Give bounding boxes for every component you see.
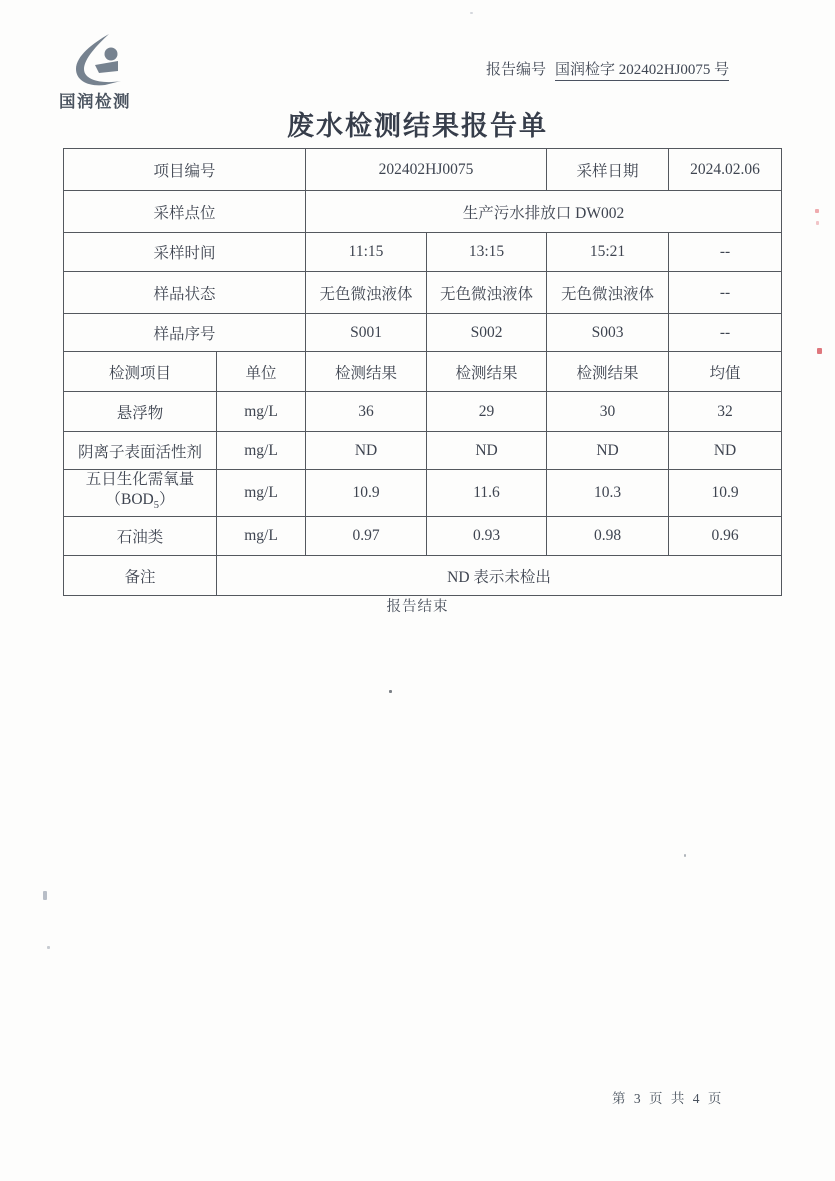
scan-speck: [43, 891, 47, 900]
row-remark: [64, 556, 782, 596]
header-result-3: 检测结果: [547, 352, 669, 392]
scan-speck: [470, 12, 473, 14]
cell-unit: mg/L: [217, 392, 306, 432]
cell-state-2: 无色微浊液体: [427, 272, 547, 314]
scan-speck: [47, 946, 50, 949]
cell-result-3: ND: [547, 432, 669, 470]
result-row: [64, 470, 782, 517]
cell-average: 0.96: [669, 517, 782, 556]
result-row: [64, 517, 782, 556]
scan-speck: [816, 221, 819, 225]
page-title: 废水检测结果报告单: [287, 111, 548, 141]
cell-item: 阴离子表面活性剂: [64, 432, 217, 470]
cell-time-2: 13:15: [427, 233, 547, 272]
report-number-label: 报告编号: [486, 62, 547, 78]
header-item: 检测项目: [64, 352, 217, 392]
header-result-2: 检测结果: [427, 352, 547, 392]
cell-location-value: 生产污水排放口 DW002: [306, 191, 782, 233]
cell-state-3: 无色微浊液体: [547, 272, 669, 314]
item-name-line2: [66, 490, 214, 516]
cell-time-3: 15:21: [547, 233, 669, 272]
cell-unit: mg/L: [217, 517, 306, 556]
cell-state-1: 无色微浊液体: [306, 272, 427, 314]
report-number: [486, 58, 729, 79]
cell-location-label: 采样点位: [64, 191, 306, 233]
header-result-1: 检测结果: [306, 352, 427, 392]
cell-sample-4: --: [669, 314, 782, 352]
cell-result-1: 0.97: [306, 517, 427, 556]
scan-speck: [389, 690, 392, 693]
row-location: [64, 191, 782, 233]
cell-item: [64, 470, 217, 517]
company-logo-icon: [63, 34, 127, 86]
row-state: [64, 272, 782, 314]
cell-result-1: 10.9: [306, 470, 427, 517]
page-number: 第 3 页 共 4 页: [612, 1091, 724, 1106]
cell-result-1: ND: [306, 432, 427, 470]
cell-average: 32: [669, 392, 782, 432]
cell-sample-1: S001: [306, 314, 427, 352]
item-formula-suffix: ）: [158, 491, 175, 508]
row-project: [64, 149, 782, 191]
cell-result-2: 0.93: [427, 517, 547, 556]
cell-result-3: 0.98: [547, 517, 669, 556]
cell-average: 10.9: [669, 470, 782, 517]
item-name-line1: 五日生化需氧量: [85, 471, 195, 488]
cell-unit: mg/L: [217, 470, 306, 517]
cell-project-label: 项目编号: [64, 149, 306, 191]
cell-result-2: 29: [427, 392, 547, 432]
cell-result-3: 30: [547, 392, 669, 432]
cell-item: 悬浮物: [64, 392, 217, 432]
result-table: [63, 148, 782, 596]
header-average: 均值: [669, 352, 782, 392]
cell-time-label: 采样时间: [64, 233, 306, 272]
cell-result-3: 10.3: [547, 470, 669, 517]
cell-item: 石油类: [64, 517, 217, 556]
cell-state-4: --: [669, 272, 782, 314]
row-sample-no: [64, 314, 782, 352]
cell-result-2: 11.6: [427, 470, 547, 517]
item-formula-subscript: 5: [153, 500, 159, 512]
cell-sample-label: 样品序号: [64, 314, 306, 352]
cell-sample-3: S003: [547, 314, 669, 352]
row-time: [64, 233, 782, 272]
company-logo-text: 国润检测: [59, 92, 131, 111]
end-of-report-note: 报告结束: [386, 599, 449, 615]
cell-project-value: 202402HJ0075: [306, 149, 547, 191]
cell-time-1: 11:15: [306, 233, 427, 272]
cell-date-label: 采样日期: [547, 149, 669, 191]
cell-date-value: 2024.02.06: [669, 149, 782, 191]
cell-result-2: ND: [427, 432, 547, 470]
scan-speck: [684, 854, 686, 857]
result-row: [64, 392, 782, 432]
cell-state-label: 样品状态: [64, 272, 306, 314]
result-row: [64, 432, 782, 470]
report-number-value: 国润检字 202402HJ0075 号: [555, 62, 729, 81]
scan-speck: [817, 348, 822, 354]
company-logo: [52, 34, 138, 112]
item-formula-prefix: （BOD: [105, 491, 154, 508]
cell-time-4: --: [669, 233, 782, 272]
cell-sample-2: S002: [427, 314, 547, 352]
cell-remark-label: 备注: [64, 556, 217, 596]
header-unit: 单位: [217, 352, 306, 392]
scan-speck: [815, 209, 819, 213]
cell-remark-value: ND 表示未检出: [217, 556, 782, 596]
cell-average: ND: [669, 432, 782, 470]
cell-unit: mg/L: [217, 432, 306, 470]
cell-result-1: 36: [306, 392, 427, 432]
row-results-header: [64, 352, 782, 392]
